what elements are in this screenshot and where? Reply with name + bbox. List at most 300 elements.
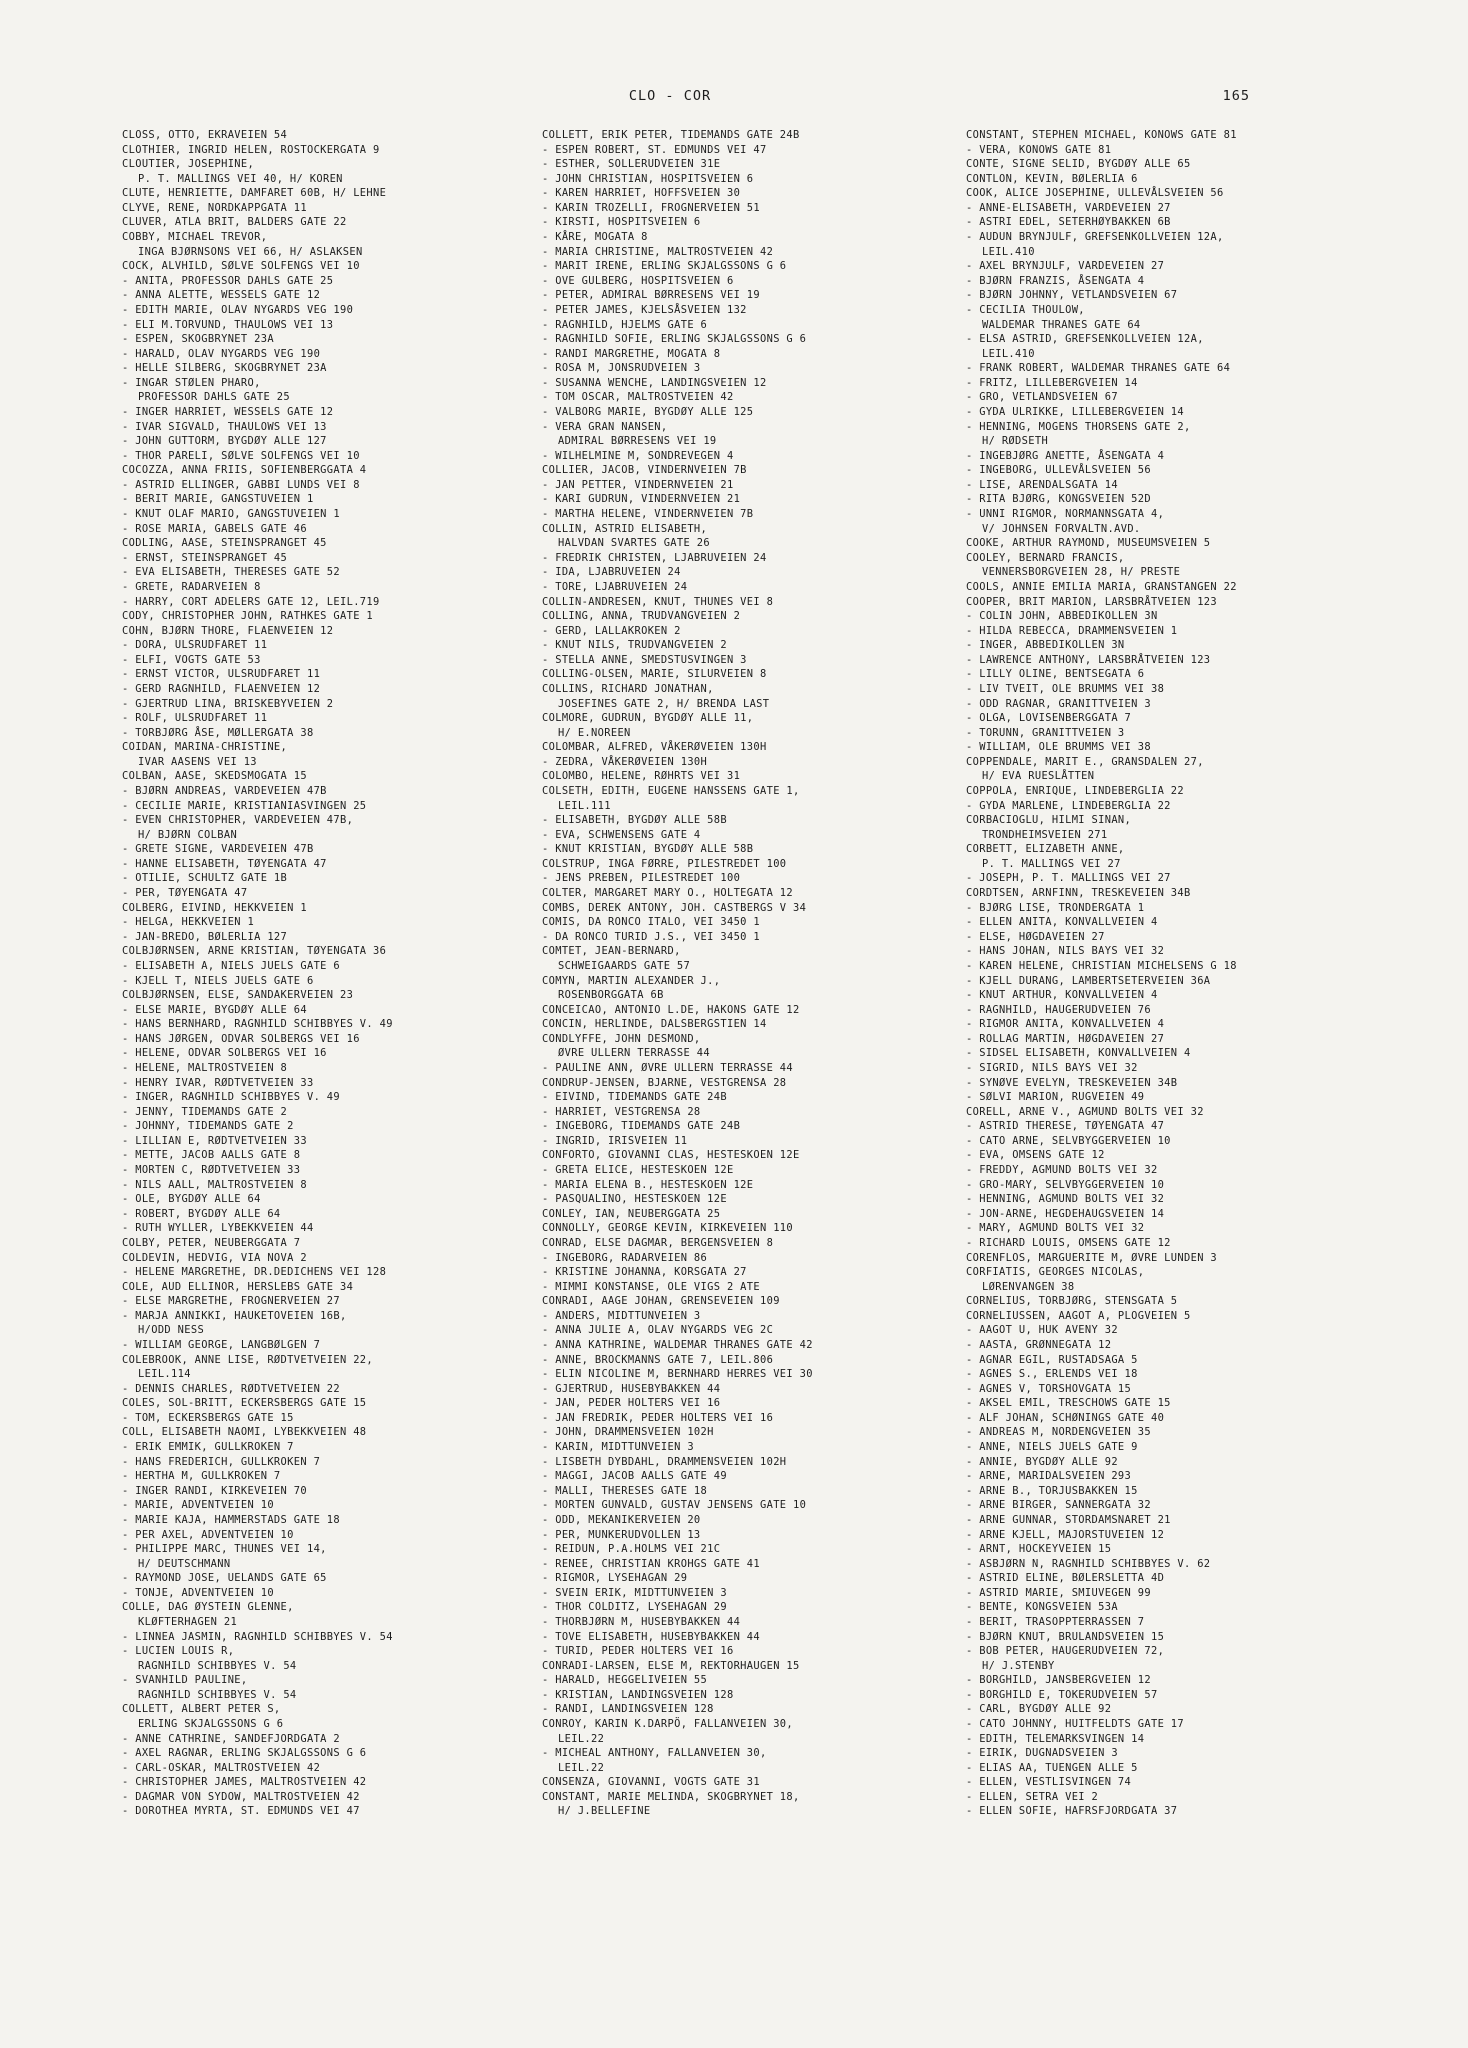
directory-entry: - CATO JOHNNY, HUITFELDTS GATE 17 — [966, 1718, 1184, 1731]
directory-entry: - INGEBORG, TIDEMANDS GATE 24B — [542, 1120, 741, 1133]
directory-entry: COLBY, PETER, NEUBERGGATA 7 — [122, 1236, 301, 1249]
directory-entry: - KARI GUDRUN, VINDERNVEIEN 21 — [542, 493, 741, 506]
directory-entry: - ANDREAS M, NORDENGVEIEN 35 — [966, 1426, 1151, 1439]
directory-entry: - WILLIAM, OLE BRUMMS VEI 38 — [966, 741, 1151, 754]
directory-entry: - GRO, VETLANDSVEIEN 67 — [966, 391, 1118, 404]
directory-entry: - PAULINE ANN, ØVRE ULLERN TERRASSE 44 — [542, 1062, 794, 1074]
directory-entry: - SØLVI MARION, RUGVEIEN 49 — [966, 1091, 1145, 1104]
directory-entry: CORFIATIS, GEORGES NICOLAS, — [966, 1266, 1145, 1279]
directory-entry: - TONJE, ADVENTVEIEN 10 — [122, 1586, 274, 1599]
directory-entry: - BJØRN JOHNNY, VETLANDSVEIEN 67 — [966, 289, 1178, 302]
directory-entry: COLSETH, EDITH, EUGENE HANSSENS GATE 1, — [542, 785, 800, 798]
directory-entry: COHN, BJØRN THORE, FLAENVEIEN 12 — [122, 624, 334, 637]
directory-entry: - ODD, MEKANIKERVEIEN 20 — [542, 1513, 701, 1526]
entry-continuation: H/ J.STENBY — [982, 1659, 1055, 1672]
directory-entry: - MARTHA HELENE, VINDERNVEIEN 7B — [542, 508, 754, 521]
directory-entry: - BJØRN ANDREAS, VARDEVEIEN 47B — [122, 785, 327, 798]
directory-entry: - TURID, PEDER HOLTERS VEI 16 — [542, 1645, 734, 1658]
directory-entry: COOLEY, BERNARD FRANCIS, — [966, 551, 1125, 564]
directory-entry: COLEBROOK, ANNE LISE, RØDTVETVEIEN 22, — [122, 1353, 374, 1366]
directory-entry: - HILDA REBECCA, DRAMMENSVEIEN 1 — [966, 624, 1178, 637]
directory-entry: COLLIN-ANDRESEN, KNUT, THUNES VEI 8 — [542, 595, 774, 608]
directory-entry: CONCEICAO, ANTONIO L.DE, HAKONS GATE 12 — [542, 1003, 800, 1016]
directory-column-2 — [542, 128, 957, 1819]
directory-entry: - MARIA CHRISTINE, MALTROSTVEIEN 42 — [542, 245, 774, 258]
directory-entry: - RAGNHILD, HAUGERUDVEIEN 76 — [966, 1003, 1151, 1016]
directory-entry: - KNUT NILS, TRUDVANGVEIEN 2 — [542, 639, 727, 652]
directory-entry: - JAN-BREDO, BØLERLIA 127 — [122, 930, 288, 943]
directory-entry: - ARNE BIRGER, SANNERGATA 32 — [966, 1499, 1151, 1512]
directory-entry: - IDA, LJABRUVEIEN 24 — [542, 566, 681, 579]
directory-entry: - JOHNNY, TIDEMANDS GATE 2 — [122, 1120, 294, 1133]
directory-entry: - PETER, ADMIRAL BØRRESENS VEI 19 — [542, 289, 760, 302]
entry-continuation: HALVDAN SVARTES GATE 26 — [558, 537, 710, 550]
directory-entry: - CARL-OSKAR, MALTROSTVEIEN 42 — [122, 1761, 321, 1774]
directory-entry: - ESPEN, SKOGBRYNET 23A — [122, 333, 274, 346]
directory-entry: - ELSE MARGRETHE, FROGNERVEIEN 27 — [122, 1295, 340, 1308]
entry-continuation: V/ JOHNSEN FORVALTN.AVD. — [982, 522, 1141, 535]
directory-entry: - VERA GRAN NANSEN, — [542, 420, 668, 433]
directory-entry: COLL, ELISABETH NAOMI, LYBEKKVEIEN 48 — [122, 1426, 367, 1439]
directory-entry: - AUDUN BRYNJULF, GREFSENKOLLVEIEN 12A, — [966, 231, 1224, 244]
directory-entry: - SIGRID, NILS BAYS VEI 32 — [966, 1062, 1138, 1074]
directory-entry: - TOM OSCAR, MALTROSTVEIEN 42 — [542, 391, 734, 404]
entry-continuation: ØVRE ULLERN TERRASSE 44 — [558, 1047, 710, 1060]
directory-entry: CONCIN, HERLINDE, DALSBERGSTIEN 14 — [542, 1018, 767, 1031]
directory-entry: COLLETT, ALBERT PETER S, — [122, 1703, 281, 1716]
directory-entry: - ELFI, VOGTS GATE 53 — [122, 653, 261, 666]
directory-entry: COLES, SOL-BRITT, ECKERSBERGS GATE 15 — [122, 1397, 367, 1410]
directory-entry: CORBETT, ELIZABETH ANNE, — [966, 843, 1125, 856]
directory-entry: - ELSA ASTRID, GREFSENKOLLVEIEN 12A, — [966, 333, 1204, 346]
entry-continuation: KLØFTERHAGEN 21 — [138, 1615, 238, 1628]
directory-entry: COOK, ALICE JOSEPHINE, ULLEVÅLSVEIEN 56 — [966, 187, 1224, 200]
running-header: CLO - COR — [628, 88, 712, 104]
directory-entry: - AASTA, GRØNNEGATA 12 — [966, 1338, 1112, 1351]
directory-entry: COLBJØRNSEN, ELSE, SANDAKERVEIEN 23 — [122, 989, 354, 1002]
entry-continuation: ADMIRAL BØRRESENS VEI 19 — [558, 435, 717, 448]
directory-entry: - HERTHA M, GULLKROKEN 7 — [122, 1470, 281, 1483]
directory-entry: - INGER, RAGNHILD SCHIBBYES V. 49 — [122, 1091, 340, 1104]
entry-continuation: IVAR AASENS VEI 13 — [138, 755, 257, 768]
directory-entry: - MARIT IRENE, ERLING SKJALGSSONS G 6 — [542, 260, 787, 273]
entry-continuation: H/ BJØRN COLBAN — [138, 828, 238, 841]
directory-entry: COMBS, DEREK ANTONY, JOH. CASTBERGS V 34 — [542, 901, 807, 914]
directory-column-3 — [966, 128, 1381, 1819]
directory-entry: - ELIN NICOLINE M, BERNHARD HERRES VEI 30 — [542, 1368, 813, 1381]
directory-entry: - METTE, JACOB AALLS GATE 8 — [122, 1149, 301, 1162]
directory-entry: - FRANK ROBERT, WALDEMAR THRANES GATE 64 — [966, 362, 1231, 375]
directory-entry: - GYDA ULRIKKE, LILLEBERGVEIEN 14 — [966, 405, 1184, 418]
directory-entry: - JAN FREDRIK, PEDER HOLTERS VEI 16 — [542, 1411, 774, 1424]
directory-entry: - IVAR SIGVALD, THAULOWS VEI 13 — [122, 420, 327, 433]
entry-continuation: RAGNHILD SCHIBBYES V. 54 — [138, 1688, 297, 1701]
directory-entry: - ESPEN ROBERT, ST. EDMUNDS VEI 47 — [542, 143, 767, 156]
directory-entry: - EVA, SCHWENSENS GATE 4 — [542, 828, 701, 841]
directory-entry: - MARJA ANNIKKI, HAUKETOVEIEN 16B, — [122, 1309, 347, 1322]
entry-continuation: VENNERSBORGVEIEN 28, H/ PRESTE — [982, 566, 1181, 579]
entry-continuation: H/ODD NESS — [138, 1324, 205, 1337]
directory-entry: - ANNA KATHRINE, WALDEMAR THRANES GATE 42 — [542, 1338, 813, 1351]
directory-entry: - JOHN, DRAMMENSVEIEN 102H — [542, 1426, 714, 1439]
directory-entry: CONLEY, IAN, NEUBERGGATA 25 — [542, 1207, 721, 1220]
directory-entry: - MAGGI, JACOB AALLS GATE 49 — [542, 1470, 727, 1483]
entry-continuation: WALDEMAR THRANES GATE 64 — [982, 318, 1141, 331]
directory-entry: - NILS AALL, MALTROSTVEIEN 8 — [122, 1178, 307, 1191]
directory-entry: - EIVIND, TIDEMANDS GATE 24B — [542, 1091, 727, 1104]
directory-entry: COLBERG, EIVIND, HEKKVEIEN 1 — [122, 901, 307, 914]
directory-entry: - ERNST, STEINSPRANGET 45 — [122, 551, 288, 564]
directory-entry: - AGNES V, TORSHOVGATA 15 — [966, 1382, 1132, 1395]
directory-entry: - ELLEN, VESTLISVINGEN 74 — [966, 1776, 1132, 1789]
directory-entry: - HARALD, OLAV NYGARDS VEG 190 — [122, 347, 321, 360]
directory-entry: - INGEBJØRG ANETTE, ÅSENGATA 4 — [966, 449, 1165, 462]
directory-entry: - ANNA ALETTE, WESSELS GATE 12 — [122, 289, 321, 302]
directory-entry: - HANS FREDERICH, GULLKROKEN 7 — [122, 1455, 321, 1468]
directory-entry: COLBJØRNSEN, ARNE KRISTIAN, TØYENGATA 36 — [122, 945, 387, 958]
directory-entry: - TORE, LJABRUVEIEN 24 — [542, 580, 688, 593]
directory-entry: - REIDUN, P.A.HOLMS VEI 21C — [542, 1543, 721, 1556]
directory-entry: - CECILIE MARIE, KRISTIANIASVINGEN 25 — [122, 799, 367, 812]
directory-entry: - INGRID, IRISVEIEN 11 — [542, 1134, 688, 1147]
directory-entry: - JOHN CHRISTIAN, HOSPITSVEIEN 6 — [542, 172, 754, 185]
directory-entry: COLTER, MARGARET MARY O., HOLTEGATA 12 — [542, 887, 794, 900]
entry-continuation: LEIL.114 — [138, 1368, 191, 1381]
directory-entry: - RANDI, LANDINGSVEIEN 128 — [542, 1703, 714, 1716]
directory-entry: - LIV TVEIT, OLE BRUMMS VEI 38 — [966, 682, 1165, 695]
entry-continuation: P. T. MALLINGS VEI 27 — [982, 857, 1121, 870]
directory-entry: - INGER HARRIET, WESSELS GATE 12 — [122, 405, 334, 418]
directory-entry: - ANNE CATHRINE, SANDEFJORDGATA 2 — [122, 1732, 340, 1745]
directory-entry: CONDRUP-JENSEN, BJARNE, VESTGRENSA 28 — [542, 1076, 787, 1089]
entry-continuation: LEIL.111 — [558, 799, 611, 812]
directory-entry: COOLS, ANNIE EMILIA MARIA, GRANSTANGEN 22 — [966, 580, 1237, 593]
directory-entry: COLLING, ANNA, TRUDVANGVEIEN 2 — [542, 610, 741, 623]
directory-entry: - ODD RAGNAR, GRANITTVEIEN 3 — [966, 697, 1151, 710]
directory-entry: - KRISTINE JOHANNA, KORSGATA 27 — [542, 1266, 747, 1279]
directory-entry: - GRETE SIGNE, VARDEVEIEN 47B — [122, 843, 314, 856]
directory-entry: CONTE, SIGNE SELID, BYGDØY ALLE 65 — [966, 158, 1191, 171]
directory-entry: - BOB PETER, HAUGERUDVEIEN 72, — [966, 1645, 1165, 1658]
page-number: 165 — [1222, 88, 1250, 104]
directory-entry: - ELLEN, SETRA VEI 2 — [966, 1790, 1099, 1803]
directory-entry: COOPER, BRIT MARION, LARSBRÅTVEIEN 123 — [966, 595, 1218, 608]
directory-entry: - PHILIPPE MARC, THUNES VEI 14, — [122, 1543, 327, 1556]
directory-entry: COLE, AUD ELLINOR, HERSLEBS GATE 34 — [122, 1280, 354, 1293]
directory-entry: CONSENZA, GIOVANNI, VOGTS GATE 31 — [542, 1776, 760, 1789]
directory-entry: - BJØRN KNUT, BRULANDSVEIEN 15 — [966, 1630, 1165, 1643]
directory-entry: - OTILIE, SCHULTZ GATE 1B — [122, 872, 288, 885]
directory-entry: COPPOLA, ENRIQUE, LINDEBERGLIA 22 — [966, 785, 1184, 798]
directory-entry: - MORTEN C, RØDTVETVEIEN 33 — [122, 1164, 301, 1177]
directory-entry: - ELISABETH A, NIELS JUELS GATE 6 — [122, 959, 340, 972]
directory-entry: - CHRISTOPHER JAMES, MALTROSTVEIEN 42 — [122, 1776, 367, 1789]
directory-entry: CORELL, ARNE V., AGMUND BOLTS VEI 32 — [966, 1105, 1204, 1118]
directory-entry: - SIDSEL ELISABETH, KONVALLVEIEN 4 — [966, 1047, 1191, 1060]
directory-entry: - ARNE, MARIDALSVEIEN 293 — [966, 1470, 1132, 1483]
directory-entry: CORDTSEN, ARNFINN, TRESKEVEIEN 34B — [966, 887, 1191, 900]
directory-entry: - ROSA M, JONSRUDVEIEN 3 — [542, 362, 701, 375]
directory-entry: - KNUT ARTHUR, KONVALLVEIEN 4 — [966, 989, 1158, 1002]
directory-entry: - TORBJØRG ÅSE, MØLLERGATA 38 — [122, 726, 314, 739]
directory-entry: - RUTH WYLLER, LYBEKKVEIEN 44 — [122, 1222, 314, 1235]
directory-entry: - AKSEL EMIL, TRESCHOWS GATE 15 — [966, 1397, 1171, 1410]
directory-entry: - ANNE, NIELS JUELS GATE 9 — [966, 1441, 1138, 1454]
directory-entry: - VERA, KONOWS GATE 81 — [966, 143, 1112, 156]
directory-entry: - GRO-MARY, SELVBYGGERVEIEN 10 — [966, 1178, 1165, 1191]
directory-entry: COLLING-OLSEN, MARIE, SILURVEIEN 8 — [542, 668, 767, 681]
directory-entry: - RAGNHILD SOFIE, ERLING SKJALGSSONS G 6 — [542, 333, 807, 346]
directory-entry: CLUTE, HENRIETTE, DAMFARET 60B, H/ LEHNE — [122, 187, 387, 200]
directory-entry: - JAN PETTER, VINDERNVEIEN 21 — [542, 478, 734, 491]
directory-entry: COLLINS, RICHARD JONATHAN, — [542, 682, 714, 695]
directory-entry: CONRADI, AAGE JOHAN, GRENSEVEIEN 109 — [542, 1295, 780, 1308]
directory-entry: - AGNES S., ERLENDS VEI 18 — [966, 1368, 1138, 1381]
directory-entry: CONNOLLY, GEORGE KEVIN, KIRKEVEIEN 110 — [542, 1222, 794, 1235]
directory-entry: - GRETA ELICE, HESTESKOEN 12E — [542, 1164, 734, 1177]
directory-entry: - PER AXEL, ADVENTVEIEN 10 — [122, 1528, 294, 1541]
directory-entry: - ZEDRA, VÅKERØVEIEN 130H — [542, 755, 708, 768]
directory-entry: - BERIT, TRASOPPTERRASSEN 7 — [966, 1615, 1145, 1628]
directory-entry: - KIRSTI, HOSPITSVEIEN 6 — [542, 216, 701, 229]
directory-entry: - AXEL BRYNJULF, VARDEVEIEN 27 — [966, 260, 1165, 273]
directory-entry: - ASTRID ELLINGER, GABBI LUNDS VEI 8 — [122, 478, 360, 491]
entry-continuation: SCHWEIGAARDS GATE 57 — [558, 959, 691, 972]
directory-entry: - ANNIE, BYGDØY ALLE 92 — [966, 1455, 1118, 1468]
directory-entry: - ELLEN SOFIE, HAFRSFJORDGATA 37 — [966, 1805, 1178, 1818]
directory-entry: - JOHN GUTTORM, BYGDØY ALLE 127 — [122, 435, 327, 448]
directory-entry: COMTET, JEAN-BERNARD, — [542, 945, 681, 958]
directory-entry: - ANNE, BROCKMANNS GATE 7, LEIL.806 — [542, 1353, 774, 1366]
directory-entry: - LISBETH DYBDAHL, DRAMMENSVEIEN 102H — [542, 1455, 787, 1468]
directory-entry: COLOMBAR, ALFRED, VÅKERØVEIEN 130H — [542, 741, 767, 754]
directory-entry: COLLIN, ASTRID ELISABETH, — [542, 522, 708, 535]
directory-entry: - ELLEN ANITA, KONVALLVEIEN 4 — [966, 916, 1158, 929]
directory-entry: CONROY, KARIN K.DARPÖ, FALLANVEIEN 30, — [542, 1718, 794, 1731]
directory-entry: - LISE, ARENDALSGATA 14 — [966, 478, 1118, 491]
directory-entry: - KARIN, MIDTTUNVEIEN 3 — [542, 1441, 694, 1454]
directory-entry: - DOROTHEA MYRTA, ST. EDMUNDS VEI 47 — [122, 1805, 360, 1818]
directory-entry: - JOSEPH, P. T. MALLINGS VEI 27 — [966, 872, 1171, 885]
directory-entry: - HANS JØRGEN, ODVAR SOLBERGS VEI 16 — [122, 1032, 360, 1045]
directory-entry: - HARALD, HEGGELIVEIEN 55 — [542, 1674, 708, 1687]
directory-entry: - FRITZ, LILLEBERGVEIEN 14 — [966, 376, 1138, 389]
entry-continuation: RAGNHILD SCHIBBYES V. 54 — [138, 1659, 297, 1672]
directory-entry: - BERIT MARIE, GANGSTUVEIEN 1 — [122, 493, 314, 506]
directory-entry: - CARL, BYGDØY ALLE 92 — [966, 1703, 1112, 1716]
directory-entry: - SUSANNA WENCHE, LANDINGSVEIEN 12 — [542, 376, 767, 389]
directory-entry: - KARIN TROZELLI, FROGNERVEIEN 51 — [542, 201, 760, 214]
directory-entry: COLLETT, ERIK PETER, TIDEMANDS GATE 24B — [542, 129, 800, 141]
entry-continuation: LEIL.410 — [982, 347, 1035, 360]
directory-entry: - MARIA ELENA B., HESTESKOEN 12E — [542, 1178, 754, 1191]
directory-entry: - KJELL DURANG, LAMBERTSETERVEIEN 36A — [966, 974, 1211, 987]
directory-entry: - KNUT KRISTIAN, BYGDØY ALLE 58B — [542, 843, 754, 856]
directory-entry: - ARNT, HOCKEYVEIEN 15 — [966, 1543, 1112, 1556]
directory-entry: CONTLON, KEVIN, BØLERLIA 6 — [966, 172, 1138, 185]
directory-entry: CODLING, AASE, STEINSPRANGET 45 — [122, 537, 327, 550]
directory-entry: - RICHARD LOUIS, OMSENS GATE 12 — [966, 1236, 1171, 1249]
directory-entry: - JAN, PEDER HOLTERS VEI 16 — [542, 1397, 721, 1410]
directory-entry: - ESTHER, SOLLERUDVEIEN 31E — [542, 158, 721, 171]
directory-entry: COMYN, MARTIN ALEXANDER J., — [542, 974, 721, 987]
directory-entry: COCK, ALVHILD, SØLVE SOLFENGS VEI 10 — [122, 260, 360, 273]
directory-entry: - GRETE, RADARVEIEN 8 — [122, 580, 261, 593]
directory-entry: CODY, CHRISTOPHER JOHN, RATHKES GATE 1 — [122, 610, 374, 623]
entry-continuation: LEIL.22 — [558, 1761, 605, 1774]
directory-entry: - TOVE ELISABETH, HUSEBYBAKKEN 44 — [542, 1630, 760, 1643]
directory-entry: - ASTRID THERESE, TØYENGATA 47 — [966, 1120, 1165, 1133]
directory-entry: COLOMBO, HELENE, RØHRTS VEI 31 — [542, 770, 741, 783]
directory-entry: - FREDRIK CHRISTEN, LJABRUVEIEN 24 — [542, 551, 767, 564]
directory-entry: - RAYMOND JOSE, UELANDS GATE 65 — [122, 1572, 327, 1585]
directory-entry: CLOTHIER, INGRID HELEN, ROSTOCKERGATA 9 — [122, 143, 380, 156]
entry-continuation: H/ E.NOREEN — [558, 726, 631, 739]
directory-entry: - EVA ELISABETH, THERESES GATE 52 — [122, 566, 340, 579]
directory-entry: COLBAN, AASE, SKEDSMOGATA 15 — [122, 770, 307, 783]
entry-continuation: H/ DEUTSCHMANN — [138, 1557, 231, 1570]
directory-entry: CONRADI-LARSEN, ELSE M, REKTORHAUGEN 15 — [542, 1659, 800, 1672]
entry-continuation: LEIL.410 — [982, 245, 1035, 258]
directory-entry: - GERD RAGNHILD, FLAENVEIEN 12 — [122, 682, 321, 695]
directory-entry: COIDAN, MARINA-CHRISTINE, — [122, 741, 288, 754]
directory-entry: - INGER, ABBEDIKOLLEN 3N — [966, 639, 1125, 652]
directory-entry: - RIGMOR ANITA, KONVALLVEIEN 4 — [966, 1018, 1165, 1031]
directory-entry: - BJØRN FRANZIS, ÅSENGATA 4 — [966, 274, 1145, 287]
directory-entry: - EDITH, TELEMARKSVINGEN 14 — [966, 1732, 1145, 1745]
directory-entry: - THOR COLDITZ, LYSEHAGAN 29 — [542, 1601, 727, 1614]
directory-entry: - ELISABETH, BYGDØY ALLE 58B — [542, 814, 727, 827]
entry-continuation: H/ RØDSETH — [982, 435, 1049, 448]
directory-entry: - OVE GULBERG, HOSPITSVEIEN 6 — [542, 274, 734, 287]
directory-entry: COOKE, ARTHUR RAYMOND, MUSEUMSVEIEN 5 — [966, 537, 1211, 550]
entry-continuation: ERLING SKJALGSSONS G 6 — [138, 1718, 284, 1731]
directory-entry: - ARNE B., TORJUSBAKKEN 15 — [966, 1484, 1138, 1497]
directory-entry: - DA RONCO TURID J.S., VEI 3450 1 — [542, 930, 760, 943]
directory-entry: - DAGMAR VON SYDOW, MALTROSTVEIEN 42 — [122, 1790, 360, 1803]
directory-entry: - ASTRID ELINE, BØLERSLETTA 4D — [966, 1572, 1165, 1585]
directory-entry: - ERNST VICTOR, ULSRUDFARET 11 — [122, 668, 321, 681]
directory-entry: - LUCIEN LOUIS R, — [122, 1645, 235, 1658]
directory-entry: - COLIN JOHN, ABBEDIKOLLEN 3N — [966, 610, 1158, 623]
directory-entry: - ASTRI EDEL, SETERHØYBAKKEN 6B — [966, 216, 1171, 229]
directory-entry: - HENNING, AGMUND BOLTS VEI 32 — [966, 1193, 1165, 1206]
directory-entry: - MARIE KAJA, HAMMERSTADS GATE 18 — [122, 1513, 340, 1526]
directory-entry: - MARY, AGMUND BOLTS VEI 32 — [966, 1222, 1145, 1235]
directory-entry: - MICHEAL ANTHONY, FALLANVEIEN 30, — [542, 1747, 767, 1760]
directory-entry: - INGEBORG, RADARVEIEN 86 — [542, 1251, 708, 1264]
directory-entry: - WILLIAM GEORGE, LANGBØLGEN 7 — [122, 1338, 321, 1351]
directory-entry: - KÅRE, MOGATA 8 — [542, 231, 648, 244]
directory-entry: - ELSE, HØGDAVEIEN 27 — [966, 930, 1105, 943]
directory-entry: - KJELL T, NIELS JUELS GATE 6 — [122, 974, 314, 987]
entry-continuation: TRONDHEIMSVEIEN 271 — [982, 828, 1108, 841]
directory-entry: - TORUNN, GRANITTVEIEN 3 — [966, 726, 1125, 739]
directory-entry: - INGAR STØLEN PHARO, — [122, 376, 261, 389]
directory-entry: - HELLE SILBERG, SKOGBRYNET 23A — [122, 362, 327, 375]
directory-entry: COLDEVIN, HEDVIG, VIA NOVA 2 — [122, 1251, 307, 1264]
directory-entry: - INGER RANDI, KIRKEVEIEN 70 — [122, 1484, 307, 1497]
entry-continuation: LØRENVANGEN 38 — [982, 1280, 1075, 1293]
directory-entry: - ASTRID MARIE, SMIUVEGEN 99 — [966, 1586, 1151, 1599]
directory-entry: - ELI M.TORVUND, THAULOWS VEI 13 — [122, 318, 334, 331]
directory-entry: - HANNE ELISABETH, TØYENGATA 47 — [122, 857, 327, 870]
directory-entry: - GJERTRUD LINA, BRISKEBYVEIEN 2 — [122, 697, 334, 710]
entry-continuation: INGA BJØRNSONS VEI 66, H/ ASLAKSEN — [138, 245, 363, 258]
directory-entry: - OLE, BYGDØY ALLE 64 — [122, 1193, 261, 1206]
directory-entry: - CECILIA THOULOW, — [966, 303, 1085, 316]
directory-entry: - EIRIK, DUGNADSVEIEN 3 — [966, 1747, 1118, 1760]
directory-entry: - ROLLAG MARTIN, HØGDAVEIEN 27 — [966, 1032, 1165, 1045]
directory-entry: - PER, TØYENGATA 47 — [122, 887, 248, 900]
entry-continuation: H/ EVA RUESLÅTTEN — [982, 770, 1095, 783]
directory-entry: - EDITH MARIE, OLAV NYGARDS VEG 190 — [122, 303, 354, 316]
directory-entry: - ARNE GUNNAR, STORDAMSNARET 21 — [966, 1513, 1171, 1526]
directory-entry: - HENNING, MOGENS THORSENS GATE 2, — [966, 420, 1191, 433]
directory-entry: - AXEL RAGNAR, ERLING SKJALGSSONS G 6 — [122, 1747, 367, 1760]
directory-entry: - HELENE, ODVAR SOLBERGS VEI 16 — [122, 1047, 327, 1060]
directory-entry: - RAGNHILD, HJELMS GATE 6 — [542, 318, 708, 331]
directory-entry: - THORBJØRN M, HUSEBYBAKKEN 44 — [542, 1615, 741, 1628]
entry-continuation: H/ J.BELLEFINE — [558, 1805, 651, 1818]
directory-entry: - MIMMI KONSTANSE, OLE VIGS 2 ATE — [542, 1280, 760, 1293]
directory-entry: - TOM, ECKERSBERGS GATE 15 — [122, 1411, 294, 1424]
directory-entry: CLYVE, RENE, NORDKAPPGATA 11 — [122, 201, 307, 214]
directory-entry: COPPENDALE, MARIT E., GRANSDALEN 27, — [966, 755, 1204, 768]
directory-entry: - CATO ARNE, SELVBYGGERVEIEN 10 — [966, 1134, 1171, 1147]
directory-column-1 — [122, 128, 537, 1819]
directory-entry: - ANNE-ELISABETH, VARDEVEIEN 27 — [966, 201, 1171, 214]
directory-entry: - HARRIET, VESTGRENSA 28 — [542, 1105, 701, 1118]
directory-entry: - AAGOT U, HUK AVENY 32 — [966, 1324, 1118, 1337]
directory-entry: - PER, MUNKERUDVOLLEN 13 — [542, 1528, 701, 1541]
directory-entry: - HENRY IVAR, RØDTVETVEIEN 33 — [122, 1076, 314, 1089]
directory-entry: COLSTRUP, INGA FØRRE, PILESTREDET 100 — [542, 857, 787, 870]
directory-entry: - OLGA, LOVISENBERGGATA 7 — [966, 712, 1132, 725]
directory-entry: CLOUTIER, JOSEPHINE, — [122, 158, 255, 171]
entry-continuation: ROSENBORGGATA 6B — [558, 989, 664, 1002]
directory-entry: - HELENE, MALTROSTVEIEN 8 — [122, 1062, 288, 1074]
directory-entry: - MARIE, ADVENTVEIEN 10 — [122, 1499, 274, 1512]
directory-entry: - RANDI MARGRETHE, MOGATA 8 — [542, 347, 721, 360]
directory-entry: COBBY, MICHAEL TREVOR, — [122, 231, 268, 244]
directory-entry: - GYDA MARLENE, LINDEBERGLIA 22 — [966, 799, 1171, 812]
directory-entry: CORNELIUS, TORBJØRG, STENSGATA 5 — [966, 1295, 1178, 1308]
directory-entry: - GJERTRUD, HUSEBYBAKKEN 44 — [542, 1382, 721, 1395]
directory-entry: - ROBERT, BYGDØY ALLE 64 — [122, 1207, 281, 1220]
directory-entry: - PETER JAMES, KJELSÅSVEIEN 132 — [542, 303, 747, 316]
directory-entry: - LILLY OLINE, BENTSEGATA 6 — [966, 668, 1145, 681]
directory-entry: - HANS BERNHARD, RAGNHILD SCHIBBYES V. 49 — [122, 1018, 393, 1031]
directory-entry: - LILLIAN E, RØDTVETVEIEN 33 — [122, 1134, 307, 1147]
directory-entry: CONDLYFFE, JOHN DESMOND, — [542, 1032, 701, 1045]
directory-entry: - HARRY, CORT ADELERS GATE 12, LEIL.719 — [122, 595, 380, 608]
directory-entry: - ANDERS, MIDTTUNVEIEN 3 — [542, 1309, 701, 1322]
page-header — [0, 88, 1468, 114]
directory-entry: COLLE, DAG ØYSTEIN GLENNE, — [122, 1601, 294, 1614]
directory-entry: - JON-ARNE, HEGDEHAUGSVEIEN 14 — [966, 1207, 1165, 1220]
directory-entry: - JENNY, TIDEMANDS GATE 2 — [122, 1105, 288, 1118]
directory-entry: - PASQUALINO, HESTESKOEN 12E — [542, 1193, 727, 1206]
directory-entry: - INGEBORG, ULLEVÅLSVEIEN 56 — [966, 464, 1151, 477]
directory-entry: - RENEE, CHRISTIAN KROHGS GATE 41 — [542, 1557, 760, 1570]
directory-entry: - LAWRENCE ANTHONY, LARSBRÅTVEIEN 123 — [966, 653, 1211, 666]
directory-entry: - VALBORG MARIE, BYGDØY ALLE 125 — [542, 405, 754, 418]
entry-continuation: PROFESSOR DAHLS GATE 25 — [138, 391, 290, 404]
directory-entry: - SVANHILD PAULINE, — [122, 1674, 248, 1687]
directory-entry: - ROSE MARIA, GABELS GATE 46 — [122, 522, 307, 535]
directory-entry: CONRAD, ELSE DAGMAR, BERGENSVEIEN 8 — [542, 1236, 774, 1249]
